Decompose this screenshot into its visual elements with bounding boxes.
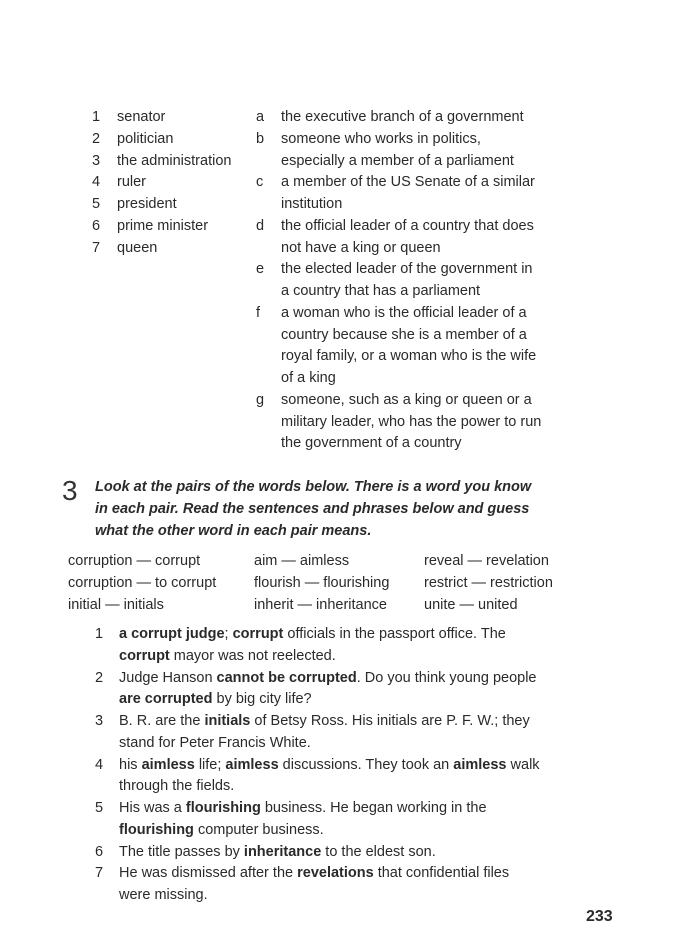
word-item: senator — [117, 109, 166, 125]
sentence-text: business. He began working in the — [260, 800, 487, 816]
definition-line: country because she is a member of a — [281, 326, 527, 343]
sentence-text: were missing. — [119, 887, 208, 903]
definition-line: a country that has a parliament — [281, 283, 481, 299]
instruction-line: Look at the pairs of the words below. There is a word you know — [95, 479, 532, 495]
sentence-text: stand for Peter Francis White. — [119, 734, 311, 751]
sentence-line — [119, 733, 311, 755]
definition-line: institution — [281, 196, 343, 212]
word-item: ruler — [117, 174, 147, 191]
word-pair: inherit — inheritance — [254, 596, 387, 613]
definition-letter: c — [256, 174, 264, 191]
sentence-number: 6 — [95, 843, 104, 860]
target-word: a corrupt judge — [119, 626, 225, 642]
sentence-line — [119, 711, 530, 733]
sentence-text: . Do you think young people — [356, 669, 537, 686]
target-word: corrupt — [232, 626, 284, 642]
page-number: 233 — [586, 908, 613, 925]
word-number: 4 — [92, 174, 101, 191]
sentence-text: He was dismissed after the — [119, 865, 298, 882]
sentence-text: B. R. are the — [119, 713, 205, 729]
target-word: cannot be corrupted — [216, 669, 357, 686]
target-word: flourishing — [185, 800, 261, 816]
definition-letter: b — [256, 130, 265, 147]
sentence-text: mayor was not reelected. — [169, 647, 336, 664]
instruction-line: what the other word in each pair means. — [95, 522, 372, 539]
definition-letter: d — [256, 217, 265, 234]
target-word: revelations — [297, 865, 374, 882]
word-number: 5 — [92, 196, 101, 212]
definition-line: royal family, or a woman who is the wife — [281, 348, 537, 365]
word-pair: aim — aimless — [254, 553, 350, 569]
sentence-text: that confidential files — [373, 865, 510, 882]
definition-line: a woman who is the official leader of a — [281, 304, 527, 321]
sentence-text: life; — [194, 756, 226, 773]
sentence-number: 4 — [95, 756, 104, 773]
sentence-text: The title passes by — [119, 843, 244, 860]
definition-line: not have a king or queen — [281, 239, 441, 256]
definition-line: the executive branch of a government — [281, 109, 524, 125]
sentence-number: 7 — [95, 865, 104, 882]
exercise-number: 3 — [62, 475, 78, 506]
definition-letter: g — [256, 391, 265, 408]
sentence-text: by big city life? — [212, 691, 312, 708]
sentence-line — [119, 842, 436, 864]
instruction-line: in each pair. Read the sentences and phrases below and guess — [95, 500, 530, 517]
word-pair: flourish — flourishing — [254, 574, 390, 591]
target-word: initials — [204, 713, 251, 729]
sentence-text: of Betsy Ross. His initials are P. F. W.; they — [250, 713, 530, 729]
definition-line: someone, such as a king or queen or a — [281, 391, 532, 408]
definition-line: especially a member of a parliament — [281, 152, 514, 169]
definition-letter: e — [256, 261, 265, 278]
sentence-text: computer business. — [193, 821, 324, 838]
sentence-text: officials in the passport office. The — [283, 626, 506, 642]
target-word: are corrupted — [119, 691, 213, 708]
target-word: aimless — [141, 756, 195, 773]
sentence-text: through the fields. — [119, 778, 235, 795]
sentence-line — [119, 668, 537, 690]
word-item: queen — [117, 239, 158, 256]
word-number: 2 — [92, 130, 101, 147]
sentence-line — [119, 885, 208, 907]
definition-line: military leader, who has the power to run — [281, 413, 542, 430]
sentence-line — [119, 798, 487, 820]
target-word: aimless — [225, 756, 279, 773]
sentence-text: His was a — [119, 800, 186, 816]
word-item: president — [117, 196, 177, 212]
sentence-text: walk — [506, 756, 540, 773]
sentence-number: 2 — [95, 669, 104, 686]
target-word: inheritance — [243, 843, 322, 860]
definition-letter: f — [256, 304, 261, 321]
sentence-text: ; — [224, 626, 233, 642]
sentence-number: 1 — [95, 626, 104, 642]
sentence-number: 5 — [95, 800, 104, 816]
sentence-line — [119, 689, 312, 711]
sentence-line — [119, 755, 540, 777]
word-number: 6 — [92, 217, 101, 234]
word-pair: unite — united — [424, 596, 518, 613]
sentence-text: his — [119, 756, 142, 773]
sentence-text: to the eldest son. — [321, 843, 436, 860]
sentence-line — [119, 820, 324, 842]
definition-line: the government of a country — [281, 435, 462, 452]
definition-letter: a — [256, 109, 265, 125]
definition-line: of a king — [281, 370, 336, 386]
word-pair: restrict — restriction — [424, 574, 553, 591]
sentence-text: discussions. They took an — [278, 756, 454, 773]
sentence-line — [119, 776, 234, 798]
word-pair: corruption — to corrupt — [68, 574, 217, 591]
sentence-line — [119, 646, 336, 668]
target-word: corrupt — [119, 647, 170, 664]
definition-line: the elected leader of the government in — [281, 261, 533, 278]
definition-line: a member of the US Senate of a similar — [281, 174, 535, 191]
definition-line: the official leader of a country that does — [281, 217, 534, 234]
word-item: prime minister — [117, 217, 209, 234]
word-number: 3 — [92, 152, 101, 169]
word-number: 1 — [92, 109, 101, 125]
word-item: politician — [117, 130, 174, 147]
word-item: the administration — [117, 152, 232, 169]
word-pair: initial — initials — [68, 596, 164, 613]
word-number: 7 — [92, 239, 101, 256]
target-word: aimless — [453, 756, 507, 773]
definition-line: someone who works in politics, — [281, 130, 481, 147]
word-pair: corruption — corrupt — [68, 553, 201, 569]
word-pair: reveal — revelation — [424, 553, 549, 569]
sentence-line — [119, 863, 509, 885]
sentence-line — [119, 624, 506, 646]
sentence-text: Judge Hanson — [119, 669, 217, 686]
target-word: flourishing — [119, 821, 194, 838]
sentence-number: 3 — [95, 713, 104, 729]
